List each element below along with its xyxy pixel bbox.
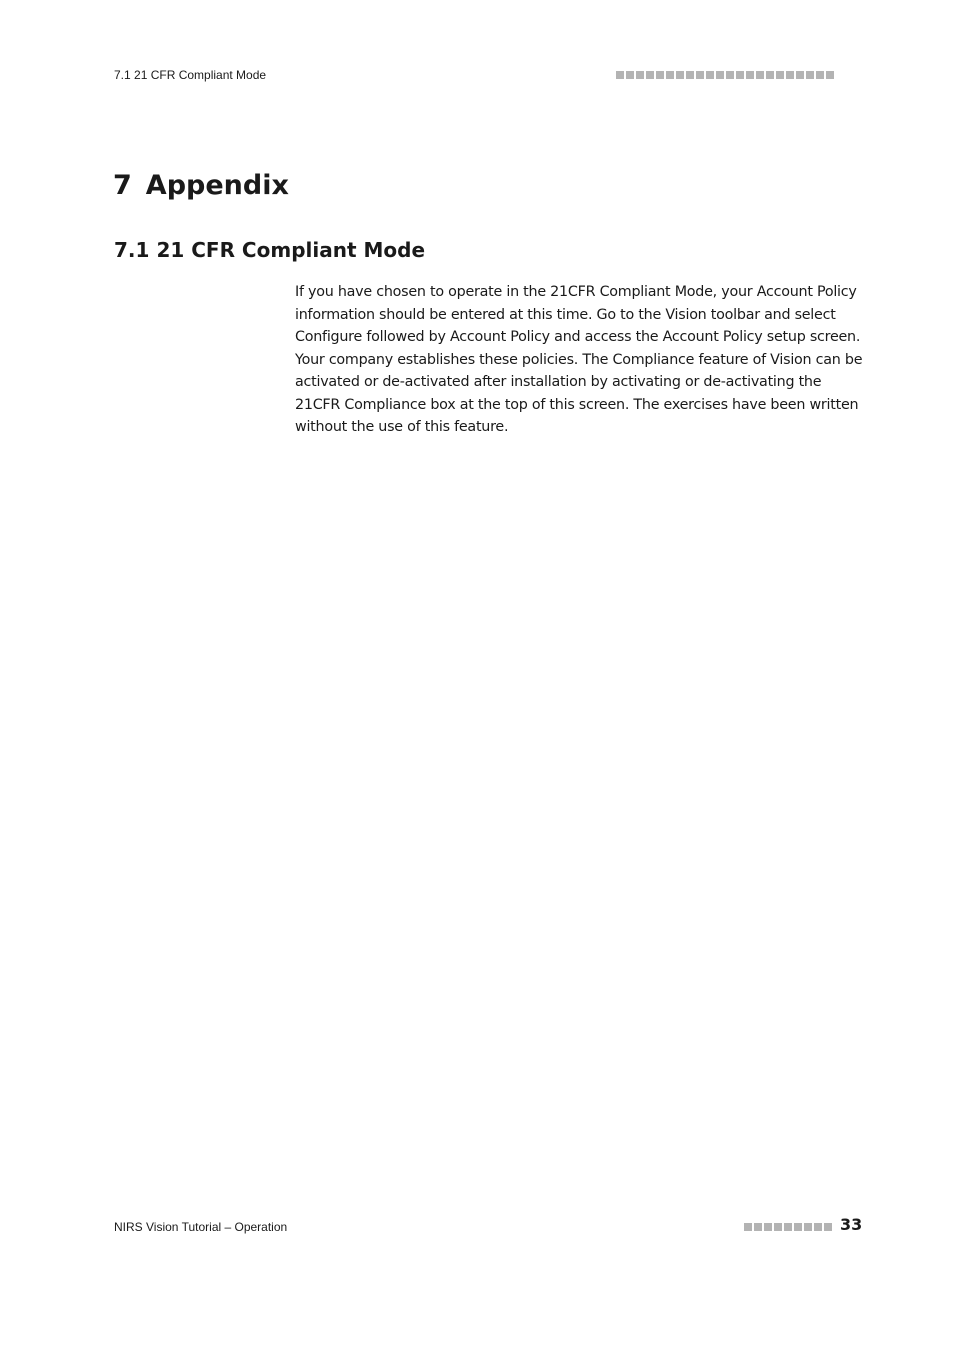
section-number: 7.1 (114, 238, 150, 262)
running-footer: NIRS Vision Tutorial – Operation (114, 1220, 288, 1234)
decorative-square (666, 71, 674, 79)
decorative-square (744, 1223, 752, 1231)
chapter-heading (113, 170, 289, 201)
section-title: 21 CFR Compliant Mode (156, 238, 426, 262)
decorative-square (826, 71, 834, 79)
decorative-square (616, 71, 624, 79)
running-header: 7.1 21 CFR Compliant Mode (114, 68, 267, 82)
decorative-square (726, 71, 734, 79)
decorative-square (626, 71, 634, 79)
decorative-square (696, 71, 704, 79)
decorative-square (756, 71, 764, 79)
decorative-square (754, 1223, 762, 1231)
decorative-square (786, 71, 794, 79)
section-heading (114, 238, 425, 262)
decorative-square (776, 71, 784, 79)
decorative-square (764, 1223, 772, 1231)
decorative-square (824, 1223, 832, 1231)
body-paragraph: If you have chosen to operate in the 21CFR Compliant Mode, your Account Policy information should be entered at this time. Go to the Vision toolbar and select Configure followed by Account Policy and access the Account Policy setup screen. Your company establishes these policies. The Compliance feature of Vision can be activated or de-activated after installation by activating or de-activating the 21CFR Compliance box at the top of this screen. The exercises have been written without the use of this feature. (295, 284, 863, 435)
decorative-square (814, 1223, 822, 1231)
decorative-square (656, 71, 664, 79)
decorative-square (816, 71, 824, 79)
decorative-square (794, 1223, 802, 1231)
decorative-square (636, 71, 644, 79)
decorative-square (804, 1223, 812, 1231)
page-number: 33 (840, 1215, 863, 1234)
decorative-square (716, 71, 724, 79)
decorative-square (646, 71, 654, 79)
header-decorative-dots (616, 71, 834, 79)
decorative-square (706, 71, 714, 79)
chapter-number: 7 (113, 170, 132, 201)
decorative-square (686, 71, 694, 79)
decorative-square (766, 71, 774, 79)
decorative-square (676, 71, 684, 79)
decorative-square (736, 71, 744, 79)
footer-decorative-dots (744, 1223, 832, 1231)
decorative-square (774, 1223, 782, 1231)
chapter-title: Appendix (145, 170, 289, 201)
decorative-square (784, 1223, 792, 1231)
decorative-square (746, 71, 754, 79)
decorative-square (796, 71, 804, 79)
decorative-square (806, 71, 814, 79)
